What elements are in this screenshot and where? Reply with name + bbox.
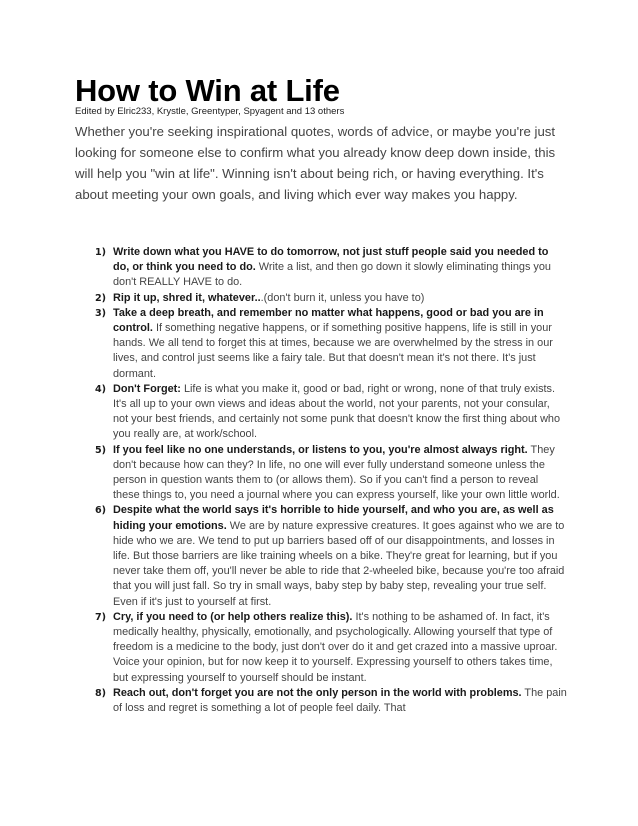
step-heading: Cry, if you need to (or help others realize this).	[113, 610, 353, 623]
step-body: They don't because how can they? In life, no one will ever fully understand someone unless the person in question wants them to (or allows them). So if you can't find a person to reveal these things to, you need a journal where you can express yourself, like your own little world.	[113, 443, 560, 502]
step-item	[75, 382, 567, 443]
article-title: How to Win at Life	[75, 73, 340, 108]
step-heading: Write down what you HAVE to do tomorrow, not just stuff people said you needed to do, or think you need to do.	[113, 246, 549, 274]
step-body: It's nothing to be ashamed of. In fact, it's medically healthy, physically, emotionally, and psychologically. Allowing yourself that type of freedom is a medicine to the body, just don't over do it and get crazed into a massive uproar. Voice your opinion, but for now keep it to yourself. Expressing yourself to others takes time, but expressing yourself to yourself should be instant.	[113, 610, 558, 684]
step-number: 4)	[95, 383, 107, 395]
step-body: Write a list, and then go down it slowly eliminating things you don't REALLY HAVE to do.	[113, 261, 551, 289]
step-body: If something negative happens, or if something positive happens, life is still in your hands. We all tend to forget this at times, because we are overwhelmed by the stress in our lives, and control just seems like a fairy tale. But that doesn't mean it's not there. It's just dormant.	[113, 322, 553, 380]
step-item	[75, 443, 567, 504]
steps-list	[75, 245, 567, 716]
article-intro: Whether you're seeking inspirational quotes, words of advice, or maybe you're just looking for someone else to confirm what you already know deep down inside, this will help you "win at life". Winning isn't about being rich, or having everything. It's about meeting your own goals, and living which ever way makes you happy.	[75, 124, 556, 202]
step-heading: Rip it up, shred it, whatever..	[113, 291, 261, 304]
step-item	[75, 291, 567, 306]
step-number: 2)	[95, 292, 107, 304]
step-heading: Don't Forget:	[113, 382, 181, 395]
step-item	[75, 503, 567, 609]
step-body: We are by nature expressive creatures. It goes against who we are to hide who we are. We tend to put up barriers based off of our disappointments, and losses in life. But those barriers are like training wheels on a bike. They're great for learning, but if you never take them off, you'll never be able to ride that 2-wheeled bike, because you're too afraid that you will just fall. So try in small ways, baby step by baby step, revealing your true self. Even if it's just to yourself at first.	[113, 519, 565, 608]
step-item	[75, 245, 567, 291]
step-body: The pain of loss and regret is something a lot of people feel daily. That	[113, 686, 567, 715]
article-byline: Edited by Elric233, Krystle, Greentyper, Spyagent and 13 others	[75, 106, 345, 117]
step-body: .(don't burn it, unless you have to)	[260, 291, 425, 304]
step-heading: Reach out, don't forget you are not the only person in the world with problems.	[113, 686, 522, 699]
step-number: 1)	[95, 247, 107, 258]
step-heading: Take a deep breath, and remember no matter what happens, good or bad you are in control.	[113, 306, 544, 335]
step-number: 8)	[95, 687, 107, 699]
step-item	[75, 610, 567, 686]
step-number: 5)	[95, 444, 107, 456]
step-number: 3)	[95, 307, 107, 319]
step-number: 6)	[95, 505, 107, 517]
step-number: 7)	[95, 611, 107, 623]
step-heading: Despite what the world says it's horrible to hide yourself, and who you are, as well as hiding your emotions.	[113, 504, 554, 532]
step-heading: If you feel like no one understands, or listens to you, you're almost always right.	[113, 443, 528, 456]
step-body: Life is what you make it, good or bad, right or wrong, none of that truly exists. It's all up to your own views and ideas about the world, not your parents, not your consular, not your best friends, and certainly not some punk that doesn't know the first thing about who you really are, at work/school.	[113, 382, 561, 441]
step-item	[75, 306, 567, 382]
step-item	[75, 686, 567, 716]
